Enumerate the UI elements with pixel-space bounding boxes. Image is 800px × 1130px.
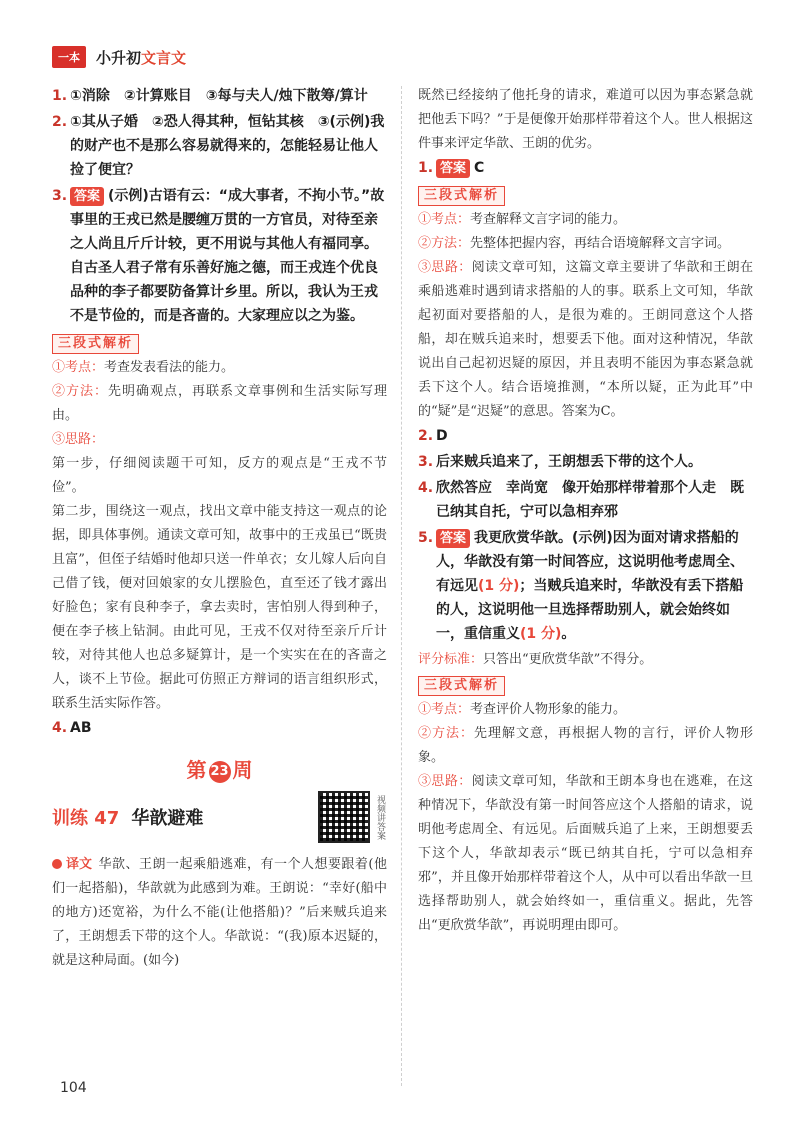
training-number: 训练 47 bbox=[52, 808, 120, 829]
answer-r5: 5. 答案 我更欣赏华歆。(示例)因为面对请求搭船的人，华歆没有第一时间答应，这说明他考虑周全、有远见(1 分)；当贼兵追来时，华歆没有丢下搭船的人，这说明他一旦选择帮助别人，就会始终如一，重信重义(1 分)。 bbox=[418, 530, 744, 642]
answer-tag: 答案 bbox=[436, 529, 470, 548]
answer-2: 2. ①其从子婚 ②恐人得其种，恒钻其核 ③(示例)我的财产也不是那么容易就得来的，怎能轻易让他人捡了便宜？ bbox=[52, 114, 385, 178]
translation-continued: 既然已经接纳了他托身的请求，难道可以因为事态紧急就把他丢下吗？”于是便像开始那样带着这个人。世人根据这件事来评定华歆、王朗的优劣。 bbox=[418, 88, 753, 151]
answer-tag: 答案 bbox=[70, 187, 104, 206]
analysis-step-2: 第二步，围绕这一观点，找出文章中能支持这一观点的论据，即具体事例。通读文章可知，故事中的王戎虽已“既贵且富”，但侄子结婚时他却只送一件单衣；女儿嫁人后向自己借了钱，便对回娘家的女儿摆脸色，直至还了钱才露出好脸色；家有良种李子，拿去卖时，害怕别人得到种子，便在李子核上钻洞。由此可见，王戎不仅对待至亲斤斤计较，对待其他人也总多疑算计，是一个实实在在的吝啬之人，谈不上节俭。据此可仿照正方辩词的语言组织形式，联系生活实际作答。 bbox=[52, 504, 387, 711]
answer-tag: 答案 bbox=[436, 159, 470, 178]
week-heading: 第 23 周 bbox=[186, 758, 253, 782]
page-header bbox=[52, 46, 186, 68]
analysis-kaodian: ①考点：考查发表看法的能力。 bbox=[52, 360, 235, 375]
training-heading bbox=[52, 791, 387, 843]
score-note: (1 分) bbox=[478, 578, 520, 594]
analysis-heading: 三段式解析 bbox=[52, 334, 139, 354]
score-note: (1 分) bbox=[520, 626, 562, 642]
analysis-kaodian: ①考点：考查评价人物形象的能力。 bbox=[418, 702, 627, 717]
analysis-step-1: 第一步，仔细阅读题干可知，反方的观点是“王戎不节俭”。 bbox=[52, 456, 387, 495]
book-title: 小升初文言文 bbox=[96, 48, 187, 67]
answer-r3: 3. 后来贼兵追来了，王朗想丢下带的这个人。 bbox=[418, 454, 702, 470]
qr-code-icon[interactable] bbox=[318, 791, 370, 843]
answer-r4: 4. 欣然答应 幸尚宽 像开始那样带着那个人走 既已纳其自托，宁可以急相弃邪 bbox=[418, 480, 744, 520]
week-number-badge: 23 bbox=[209, 761, 231, 783]
analysis-fangfa: ②方法：先理解文意，再根据人物的言行，评价人物形象。 bbox=[418, 726, 753, 765]
analysis-silu-label: ③思路： bbox=[52, 432, 105, 447]
scoring-criteria: 评分标准：只答出“更欣赏华歆”不得分。 bbox=[418, 652, 653, 667]
answer-r1: 1. 答案 C bbox=[418, 160, 485, 176]
answer-4: 4. AB bbox=[52, 720, 92, 736]
answer-3: 3. 答案 (示例)古语有云：“成大事者，不拘小节。”故事里的王戎已然是腰缠万贯的一方官员，对待至亲之人尚且斤斤计较，更不用说与其他人有福同享。自古圣人君子常有乐善好施之德，而王戎连个优良品种的李子都要防备算计乡里。所以，我认为王戎不是节俭的，而是吝啬的。大家理应以之为鉴。 bbox=[52, 188, 385, 324]
analysis-fangfa: ②方法：先整体把握内容，再结合语境解释文言字词。 bbox=[418, 236, 731, 251]
translation-tag: 译文 bbox=[52, 853, 92, 877]
qr-label: 视频讲答案 bbox=[375, 794, 385, 840]
left-column bbox=[52, 84, 387, 973]
training-title: 华歆避难 bbox=[131, 808, 204, 829]
page-number: 104 bbox=[60, 1080, 87, 1096]
translation-text: 译文 华歆、王朗一起乘船逃难，有一个人想要跟着(他们一起搭船)，华歆就为此感到为难。王朗说：“幸好(船中的地方)还宽裕，为什么不能(让他搭船)？”后来贼兵追来了，王朗想丢下带的这个人。华歆说：“(我)原本迟疑的，就是这种局面。(如今) bbox=[52, 853, 387, 973]
analysis-silu: ③思路：阅读文章可知，华歆和王朗本身也在逃难，在这种情况下，华歆没有第一时间答应这个人搭船的请求，说明他考虑周全、有远见。后面贼兵追了上来，王朗想要丢下这个人，华歆却表示“既已纳其自托，宁可以急相弃邪”，并且像开始那样带着这个人，从中可以看出华歆一旦选择帮助别人，就会始终如一，重信重义。据此，先答出“更欣赏华歆”，再说明理由即可。 bbox=[418, 774, 753, 933]
analysis-fangfa: ②方法：先明确观点，再联系文章事例和生活实际写理由。 bbox=[52, 384, 387, 423]
analysis-heading: 三段式解析 bbox=[418, 676, 505, 696]
translation-dot-icon bbox=[52, 859, 62, 869]
analysis-heading: 三段式解析 bbox=[418, 186, 505, 206]
analysis-silu: ③思路：阅读文章可知，这篇文章主要讲了华歆和王朗在乘船逃难时遇到请求搭船的人的事。联系上文可知，华歆起初面对要搭船的人，是很为难的。王朗同意这个人搭船，却在贼兵追来时，想要丢下他。面对这种情况，华歆说出自己起初迟疑的原因，并且表明不能因为事态紧急就丢下这个人。结合语境推测，“本所以疑，正为此耳”中的“疑”是“迟疑”的意思。答案为C。 bbox=[418, 260, 753, 419]
answer-r2: 2. D bbox=[418, 428, 448, 444]
answer-1: 1. ①消除 ②计算账目 ③每与夫人/烛下散筹/算计 bbox=[52, 88, 368, 104]
column-divider bbox=[401, 86, 402, 1086]
analysis-kaodian: ①考点：考查解释文言字词的能力。 bbox=[418, 212, 627, 227]
right-column bbox=[418, 84, 753, 938]
brand-logo: 一本 bbox=[52, 46, 86, 68]
